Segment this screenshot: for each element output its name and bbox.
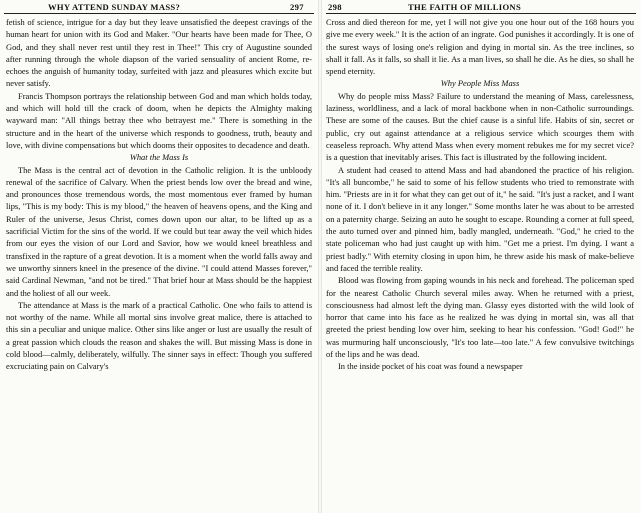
section-heading: What the Mass Is	[129, 152, 189, 163]
paragraph: The Mass is the central act of devotion in the Catholic religion. It is the unbloody renewal of the sacrifice of Calvary. When the priest bends low over the bread and wine, and pronounces those tremendous words, the most momentous ever framed by human lips, "This is my body: This is my blood," the heaven of heavens opens, and the King and Ruler of the universe, Jesus Christ, comes down upon our altar, to be lifted up as a sacrificial Victim for the sins of the world. If we could but tear away the veil which hides from our eyes the vision of our Lord and Savior, how we would kneel breathless and transfixed in the rapture of a great devotion. It is a moment when the world falls away and we unworthy sinners kneel in the presence of the divine. "I could attend Masses forever," said Cardinal Newman, "and not be tired." That brief hour at Mass should be the happiest and the holiest of all our week.	[6, 164, 312, 298]
left-page-body	[6, 16, 312, 373]
paragraph: The attendance at Mass is the mark of a practical Catholic. One who fails to attend is not worthy of the name. While all mortal sins involve great malice, there is attached to this sin a peculiar and unique malice. Other sins like anger or lust are usually the result of a great passion which clouds the reason and shakes the will. But missing Mass is done in cold blood—calmly, deliberately, wilfully. The sinner says in effect: Though you suffered excruciating pain on Calvary's	[6, 299, 312, 372]
header-rule	[4, 13, 314, 14]
running-head: WHY ATTEND SUNDAY MASS?	[48, 2, 181, 12]
right-page	[322, 0, 641, 513]
paragraph: Why do people miss Mass? Failure to understand the meaning of Mass, carelessness, laziness, worldliness, and a lack of moral backbone when in non-Catholic surroundings. These are some of the causes. But the chief cause is a sinful life. Habits of sin, secret or public, cry out against attendance at a religious service which scourges them with ceaseless reproach. Why attend Mass when every moment rebukes me for my secret vice? is a question that inevitably arises. This fact is illustrated by the following incident.	[326, 90, 634, 163]
paragraph: In the inside pocket of his coat was found a newspaper	[338, 361, 523, 372]
paragraph: Cross and died thereon for me, yet I will not give you one hour out of the 168 hours you give me every week." It is the action of an ingrate. God punishes it accordingly. It is one of the surest ways of losing one's religion and dying in mortal sin. As the tree inclines, so shall it fall. As it falls, so shall it lie. As a man lives, so shall he die. As he dies, so shall he spend eternity.	[326, 17, 634, 77]
paragraph: Blood was flowing from gaping wounds in his neck and forehead. The policeman sped for the nearest Catholic Church several miles away. When he returned with a priest, consciousness had almost left the dying man. Glassy eyes distorted with the wild look of horror that came into his face as he realized he was dying in mortal sin, was all that greeted the priest bending low over him, seeking to hear his confession. "God! God!" he was murmuring half unconsciously, "It's too late—too late." A few convulsive twitchings of the lips and he was dead.	[326, 275, 634, 360]
page-number: 298	[328, 2, 342, 12]
section-heading: Why People Miss Mass	[440, 78, 520, 89]
paragraph: A student had ceased to attend Mass and had abandoned the practice of his religion. "It's all buncombe," he said to some of his fellow students who tried to remonstrate with him. "Priests are in it for what they can get out of it," he said. "It's just a racket, and I want none of it. I don't believe in it any longer." Some months later he was about to be arrested on a paternity charge. Seizing an auto he sought to escape. Rounding a corner at full speed, the auto turned over and pinned him, badly mangled, underneath. "God," he cried to the state policeman who had just caught up with him. "Get me a priest. I'm dying. I want a priest badly." With eternity closing in upon him, he threw aside his mask of make-believe and faced the terrible reality.	[326, 164, 634, 273]
page-number: 297	[290, 2, 304, 12]
paragraph: fetish of science, intrigue for a day but they leave unsatisfied the deepest cravings of the human heart for union with its God and Maker. "Our hearts have been made for Thee, O God, and they shall never rest until they rest in Thee!" This cry of Augustine sounded after running through the whole diapson of the varied sensuality of ancient Rome, re-echoes the anguish of humanity today, surfeited with jazz and pleasures which excite but never satisfy.	[6, 17, 312, 89]
paragraph: Francis Thompson portrays the relationship between God and man which holds today, and which will hold till the crack of doom, when he depicts the Almighty making wayward man: "All things betray thee who betrayest me." There is something in the structure and in the heart of the universe which responds to goodness, truth, beauty and love, with divine compensations but which dooms their opposites to decadence and death.	[6, 90, 312, 150]
running-head: THE FAITH OF MILLIONS	[408, 2, 522, 12]
header-rule	[326, 13, 636, 14]
right-page-body	[326, 16, 634, 373]
left-page	[0, 0, 318, 513]
